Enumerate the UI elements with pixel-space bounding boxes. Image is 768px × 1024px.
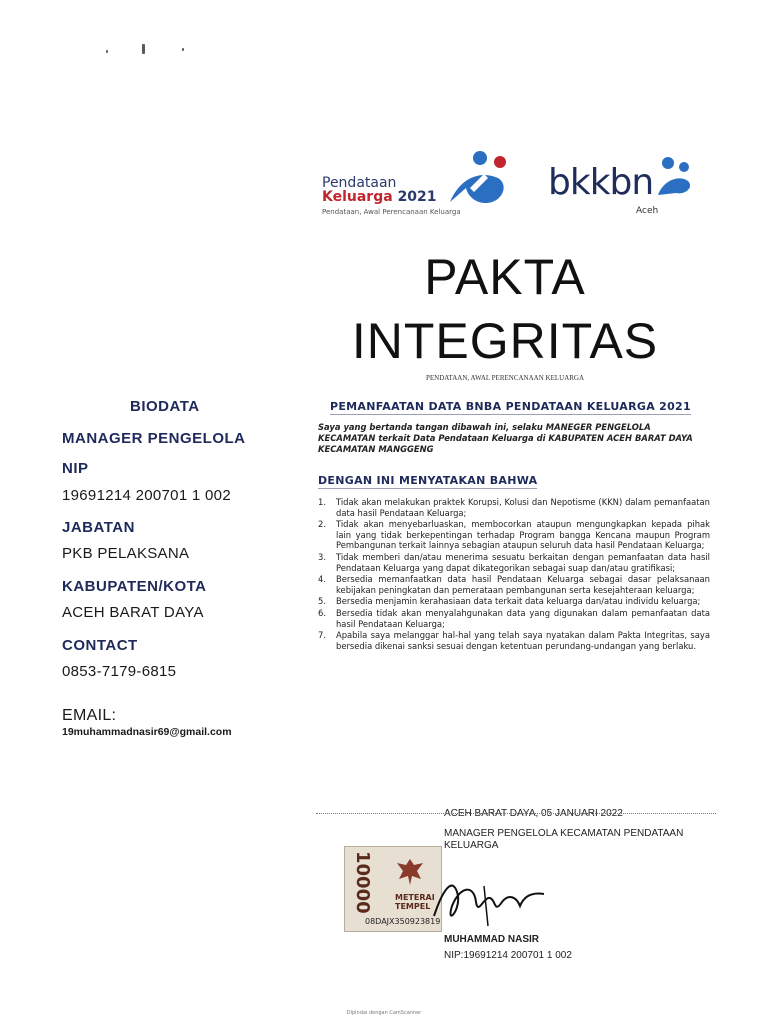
scan-speck: [182, 48, 184, 51]
pendataan-keluarga-logo: [320, 148, 520, 220]
statement-item: 7. Apabila saya melanggar hal-hal yang telah saya nyatakan dalam Pakta Integritas, saya bersedia dikenai sanksi sesuai dengan ketentuan perundang-undangan yang berlaku.: [318, 630, 710, 651]
stamp-code: 08DAJX350923819: [365, 917, 441, 926]
statement-item: 6. Bersedia tidak akan menyalahgunakan data yang digunakan dalam pemanfaatan data hasil Pendataan Keluarga;: [318, 607, 710, 629]
logo-keluarga: Keluarga: [322, 189, 393, 205]
stamp-value: 10000: [352, 851, 373, 914]
logo-line-1: Pendataan: [322, 175, 397, 191]
bkkbn-region: Aceh: [636, 206, 659, 216]
statement-list: [318, 497, 710, 652]
statement-heading: DENGAN INI MENYATAKAN BAHWA: [318, 474, 538, 487]
kabupaten-value: ACEH BARAT DAYA: [62, 604, 204, 621]
title-subtitle: PENDATAAN, AWAL PERENCANAAN KELUARGA: [425, 374, 585, 382]
bkkbn-logo: [548, 155, 698, 215]
logo-year: 2021: [397, 189, 437, 205]
signatory-role: MANAGER PENGELOLA KECAMATAN PENDATAAN KELUARGA: [444, 828, 684, 851]
intro-paragraph: Saya yang bertanda tangan dibawah ini, selaku MANEGER PENGELOLA KECAMATAN terkait Data Pendataan Keluarga di KABUPATEN ACEH BARAT DAYA KECAMATAN MANGGENG: [318, 422, 693, 454]
signatory-name: MUHAMMAD NASIR: [444, 934, 539, 945]
divider-line: [316, 813, 716, 814]
email-label: EMAIL:: [62, 707, 117, 724]
statement-item: 2. Tidak akan menyebarluaskan, membocorkan ataupun mengungkapkan kepada pihak lain yang tidak berkepentingan terhadap Program bangga Kencana maupun Program Pembangunan terkait lainnya sebagian ataupun seluruh data hasil Pendataan Keluarga;: [318, 519, 710, 551]
handwritten-signature: [424, 866, 554, 936]
email-value: 19muhammadnasir69@gmail.com: [62, 726, 232, 738]
contact-value: 0853-7179-6815: [62, 663, 177, 680]
kabupaten-label: KABUPATEN/KOTA: [62, 578, 207, 595]
bio-role: MANAGER PENGELOLA: [62, 430, 246, 447]
section-heading: PEMANFAATAN DATA BNBA PENDATAAN KELUARGA 2021: [330, 400, 691, 413]
scan-speck: [142, 44, 145, 54]
place-date: ACEH BARAT DAYA, 05 JANUARI 2022: [444, 808, 623, 819]
nip-label: NIP: [62, 460, 89, 477]
title-line-2: INTEGRITAS: [351, 313, 659, 369]
bio-heading: BIODATA: [130, 398, 200, 415]
stamp-label-2: TEMPEL: [395, 902, 431, 911]
scanner-footer: Dipindai dengan CamScanner: [346, 1010, 422, 1016]
logo-line-2: [322, 189, 437, 205]
bkkbn-wordmark: bkkbn: [548, 162, 654, 203]
statement-item: 1. Tidak akan melakukan praktek Korupsi, Kolusi dan Nepotisme (KKN) dalam pemanfaatan data hasil Pendataan Keluarga;: [318, 497, 710, 518]
nip-value: 19691214 200701 1 002: [62, 487, 231, 504]
jabatan-value: PKB PELAKSANA: [62, 545, 190, 562]
stamp-label-1: METERAI: [395, 893, 435, 902]
jabatan-label: JABATAN: [62, 519, 135, 536]
statement-item: 3. Tidak memberi dan/atau menerima sesuatu berkaitan dengan pemanfaatan data hasil Pendataan Keluarga yang dapat dikategorikan sebagai suap dan/atau gratifikasi;: [318, 551, 710, 573]
family-figure-icon: [440, 148, 516, 208]
logo-tagline: Pendataan, Awal Perencanaan Keluarga: [322, 208, 461, 216]
scan-speck: [106, 50, 108, 53]
bkkbn-figure-icon: [654, 155, 698, 199]
statement-item: 4. Bersedia memanfaatkan data hasil Pendataan Keluarga sebagai dasar pelaksanaan kebijakan peningkatan dan pemerataan pembangunan serta kesejahteraan keluarga;: [318, 574, 710, 595]
contact-label: CONTACT: [62, 637, 138, 654]
garuda-emblem-icon: [393, 857, 427, 887]
title-line-1: PAKTA: [424, 249, 586, 305]
statement-item: 5. Bersedia menjamin kerahasiaan data terkait data keluarga dan/atau individu keluarga;: [318, 596, 701, 607]
signatory-nip: NIP:19691214 200701 1 002: [444, 950, 572, 961]
